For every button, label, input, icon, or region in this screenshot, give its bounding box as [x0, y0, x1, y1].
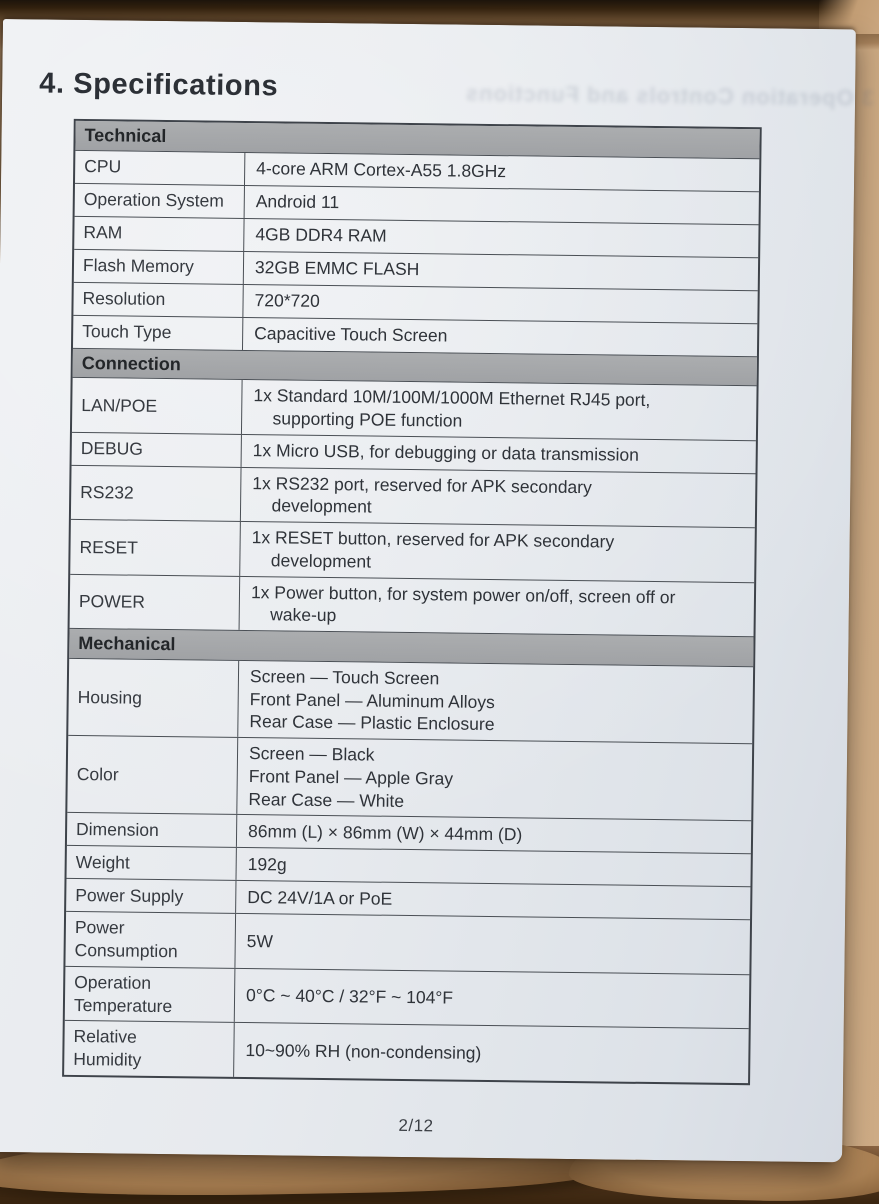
spec-value: Android 11 [255, 191, 340, 213]
spec-label: RAM [74, 216, 244, 250]
spec-label: Operation Temperature [65, 967, 236, 1023]
spec-label: POWER [70, 575, 241, 631]
spec-value: 32GB EMMC FLASH [254, 257, 420, 280]
manual-page [0, 19, 875, 1162]
spec-value: 1x RESET button, reserved for APK secondary development [251, 527, 615, 572]
spec-label: Color [67, 736, 238, 814]
spec-value: 5W [246, 930, 274, 952]
table-row [72, 377, 757, 440]
spec-value: 720*720 [254, 290, 320, 312]
spec-value: 10~90% RH (non-condensing) [245, 1039, 482, 1063]
spec-value: 0°C ~ 40°C / 32°F ~ 104°F [245, 985, 454, 1008]
spec-value: 1x Micro USB, for debugging or data transmission [252, 440, 639, 466]
spec-value: 4-core ARM Cortex-A55 1.8GHz [256, 158, 507, 182]
table-row [67, 735, 752, 821]
table-row [65, 911, 750, 974]
spec-label: Housing [68, 659, 239, 737]
spec-value: Screen — Touch Screen Front Panel — Aluminum Alloys Rear Case — Plastic Enclosure [249, 665, 495, 735]
spec-label: Flash Memory [74, 249, 244, 283]
spec-label: DEBUG [72, 433, 242, 467]
showthrough-heading: 3 Operation Controls and Functions [464, 80, 875, 111]
table-row [70, 574, 755, 637]
page-number: 2/12 [398, 1115, 434, 1136]
spec-value: 86mm (L) × 86mm (W) × 44mm (D) [247, 820, 523, 845]
section-header: Mechanical [69, 628, 753, 666]
spec-table [62, 119, 762, 1085]
spec-value: DC 24V/1A or PoE [247, 886, 393, 909]
spec-value: 192g [247, 853, 287, 875]
page-title: 4. Specifications [39, 67, 279, 103]
section-header: Connection [73, 347, 757, 385]
table-row [70, 519, 755, 582]
spec-label: RESET [70, 520, 241, 576]
spec-label: CPU [75, 150, 245, 184]
spec-value: 1x Standard 10M/100M/1000M Ethernet RJ45 port, supporting POE function [253, 385, 651, 431]
spec-label: Operation System [75, 183, 245, 217]
spec-label: Power Supply [66, 879, 236, 913]
section-header: Technical [75, 121, 759, 158]
spec-label: Touch Type [73, 315, 243, 349]
table-row [68, 658, 753, 744]
spec-label: Weight [67, 846, 237, 880]
spec-label: Power Consumption [65, 912, 236, 968]
spec-value: Screen — Black Front Panel — Apple Gray Rear Case — White [248, 743, 454, 811]
table-row [64, 1020, 749, 1083]
spec-label: RS232 [71, 466, 242, 522]
spec-value: Capacitive Touch Screen [254, 323, 448, 346]
spec-label: Resolution [73, 282, 243, 316]
table-row [65, 966, 750, 1029]
spec-value: 1x Power button, for system power on/off, screen off or wake-up [250, 581, 676, 626]
spec-label: Dimension [67, 813, 237, 847]
spec-label: Relative Humidity [64, 1021, 235, 1077]
spec-value: 1x RS232 port, reserved for APK secondary development [251, 472, 592, 517]
spec-label: LAN/POE [72, 378, 243, 434]
table-row [71, 465, 756, 528]
spec-value: 4GB DDR4 RAM [255, 224, 387, 246]
